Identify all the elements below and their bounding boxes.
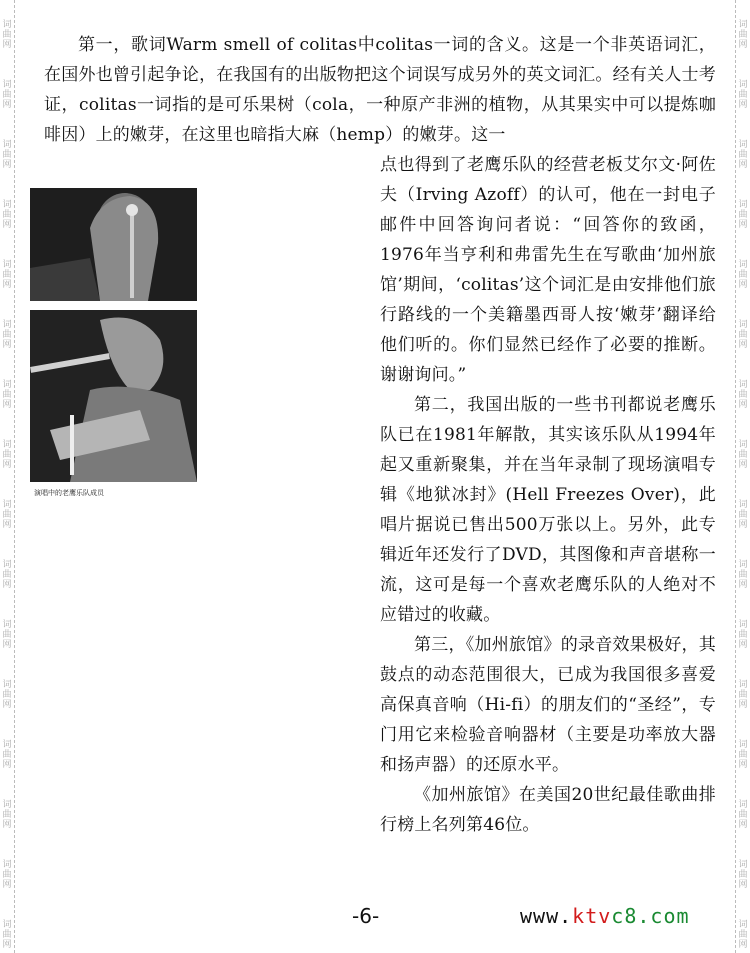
paragraph-1-continued: 点也得到了老鹰乐队的经营老板艾尔文·阿佐夫（Irving Azoff）的认可，他在一封电子邮件中回答询问者说：“回答你的致函，1976年当亨利和弗雷先生在写歌曲‘加州旅馆’期间，‘colitas’这个词汇是由安排他们旅行路线的一个美籍墨西哥人按‘嫩芽’翻译给他们听的。你们显然已经作了必要的推断。谢谢询问。” [380,155,716,385]
edge-watermark: 词 曲 网 [2,80,12,110]
edge-watermark: 词 曲 网 [2,740,12,770]
edge-watermark: 词 曲 网 [738,920,748,950]
edge-watermark: 词 曲 网 [738,560,748,590]
edge-watermark: 词 曲 网 [738,800,748,830]
edge-watermark: 词 曲 网 [2,620,12,650]
band-photo-1 [30,188,197,301]
site-url[interactable] [520,904,690,928]
edge-watermark: 词 曲 网 [738,20,748,50]
edge-watermark: 词 曲 网 [738,380,748,410]
edge-watermark: 词 曲 网 [738,740,748,770]
edge-watermark: 词 曲 网 [2,140,12,170]
edge-watermark: 词 曲 网 [738,140,748,170]
edge-watermark: 词 曲 网 [738,320,748,350]
edge-watermark: 词 曲 网 [2,440,12,470]
page-number: -6- [352,904,380,928]
edge-watermark: 词 曲 网 [738,260,748,290]
paragraph-4: 《加州旅馆》在美国20世纪最佳歌曲排行榜上名列第46位。 [380,785,716,835]
edge-watermark: 词 曲 网 [2,20,12,50]
band-photo-2 [30,310,197,482]
edge-watermark: 词 曲 网 [738,440,748,470]
edge-watermark: 词 曲 网 [2,800,12,830]
edge-watermark: 词 曲 网 [2,920,12,950]
column-text-block [380,150,716,840]
edge-watermark: 词 曲 网 [738,200,748,230]
url-part-1: www. [520,904,573,928]
edge-watermark: 词 曲 网 [738,860,748,890]
edge-watermark: 词 曲 网 [738,500,748,530]
paragraph-2: 第二，我国出版的一些书刊都说老鹰乐队已在1981年解散，其实该乐队从1994年起又重新聚集，并在当年录制了现场演唱专辑《地狱冰封》(Hell Freezes Over)，此唱片据说已售出500万张以上。另外，此专辑近年还发行了DVD，其图像和声音堪称一流，这可是每一个喜欢老鹰乐队的人绝对不应错过的收藏。 [380,395,716,625]
edge-watermark: 词 曲 网 [2,500,12,530]
paragraph-1-start: 第一，歌词Warm smell of colitas中colitas一词的含义。这是一个非英语词汇，在国外也曾引起争论，在我国有的出版物把这个词误写成另外的英文词汇。经有关人士考证，colitas一词指的是可乐果树（cola，一种原产非洲的植物，从其果实中可以提炼咖啡因）上的嫩芽，在这里也暗指大麻（hemp）的嫩芽。这一 [44,35,716,145]
edge-watermark: 词 曲 网 [2,320,12,350]
edge-watermark: 词 曲 网 [2,860,12,890]
url-part-2: ktv [572,904,612,928]
edge-watermark: 词 曲 网 [738,80,748,110]
edge-watermark: 词 曲 网 [738,620,748,650]
edge-watermark: 词 曲 网 [2,680,12,710]
paragraph-3: 第三，《加州旅馆》的录音效果极好，其鼓点的动态范围很大，已成为我国很多喜爱高保真音响（Hi-fi）的朋友们的“圣经”，专门用它来检验音响器材（主要是功率放大器和扬声器）的还原水平。 [380,635,716,775]
edge-watermark: 词 曲 网 [2,380,12,410]
photo-caption: 演唱中的老鹰乐队成员 [34,489,104,497]
edge-watermark: 词 曲 网 [2,260,12,290]
edge-watermark: 词 曲 网 [2,200,12,230]
top-text-block [44,30,716,150]
edge-watermark: 词 曲 网 [2,560,12,590]
edge-watermark: 词 曲 网 [738,680,748,710]
url-part-3: c8.com [611,904,690,928]
